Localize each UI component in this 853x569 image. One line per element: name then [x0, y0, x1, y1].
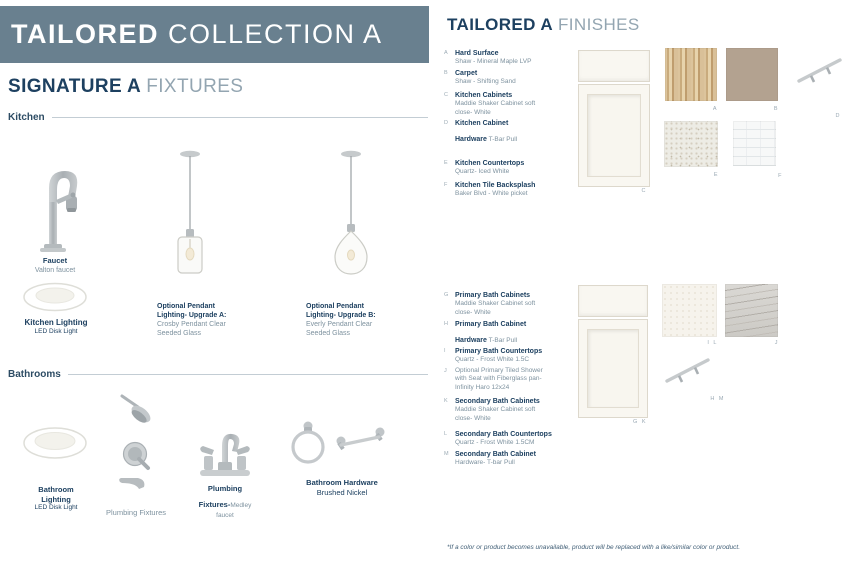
swatch-label-e: E: [713, 172, 718, 178]
faucet-sub: Valton faucet: [34, 266, 76, 274]
finishes-list-bath: [444, 291, 594, 467]
bathroom-disk-light-image: [22, 422, 88, 466]
bathroom-hardware-caption: [302, 478, 382, 497]
bathroom-lighting-sub: LED Disk Light: [34, 504, 78, 511]
pendant-a-caption: [157, 302, 249, 338]
kitchen-lighting-sub: LED Disk Light: [34, 327, 78, 335]
kitchen-cabinet-sample-image: [578, 50, 650, 187]
kitchen-disk-light-image: [22, 280, 88, 316]
tbar-pull-image: [794, 52, 846, 88]
swatch-hard-surface: [665, 48, 717, 101]
swatch-label-gk: G K: [632, 419, 646, 425]
finish-item-i: I Primary Bath Countertops Quartz - Frost White 1.5C: [444, 348, 543, 363]
kitchen-faucet-image: [20, 146, 90, 252]
kitchen-section-rule: [52, 117, 428, 118]
swatch-label-a: A: [712, 106, 717, 112]
bath-faucet-title-1: Plumbing: [207, 484, 243, 493]
swatch-carpet: [726, 48, 778, 101]
bathroom-hardware-sub: Brushed Nickel: [316, 487, 368, 497]
fixtures-heading: [8, 76, 243, 98]
faucet-title: Faucet: [42, 256, 68, 265]
bath-cabinet-sample-image: [578, 285, 648, 418]
banner-title-light: COLLECTION A: [168, 19, 383, 49]
finish-item-m: M Secondary Bath Cabinet Hardware- T-bar Pull: [444, 450, 536, 466]
pendant-b-sub-1: Everly Pendant Clear: [306, 321, 373, 328]
plumbing-fixtures-label: Plumbing Fixtures: [105, 508, 167, 517]
kitchen-section-label: Kitchen: [8, 112, 45, 123]
swatch-label-d: D: [835, 113, 840, 119]
kitchen-lighting-title: Kitchen Lighting: [24, 318, 88, 327]
bath-faucet-sub-2: faucet: [216, 511, 234, 519]
tbar-pull-bath-image: [662, 352, 714, 388]
pendant-b-sub-2: Seeded Glass: [306, 330, 350, 337]
pendant-a-title-2: Lighting- Upgrade A:: [157, 312, 227, 319]
pendant-b-image: [321, 147, 381, 275]
swatch-label-hm: H M: [710, 396, 724, 402]
collection-banner: [0, 6, 429, 63]
banner-title-bold: TAILORED: [11, 19, 159, 49]
bathroom-lighting-caption: [8, 485, 104, 512]
finish-item-e: E Kitchen Countertops Quartz- Iced White: [444, 160, 525, 175]
bathroom-lighting-title-1: Bathroom: [38, 485, 74, 494]
swatch-label-f: F: [778, 173, 782, 179]
bathrooms-section-rule: [68, 374, 428, 375]
finish-item-g: G Primary Bath Cabinets Maddie Shaker Cabinet soft close- White: [444, 292, 536, 316]
finish-item-d: D Kitchen Cabinet Hardware T-Bar Pull: [444, 120, 518, 143]
kitchen-section-divider: [8, 112, 428, 123]
disclaimer-text: *If a color or product becomes unavailable, product will be replaced with a like/similar color or product.: [447, 544, 741, 551]
finish-item-k: K Secondary Bath Cabinets Maddie Shaker Cabinet soft close- White: [444, 398, 540, 422]
pendant-a-sub-2: Seeded Glass: [157, 330, 201, 337]
bathroom-hardware-title: Bathroom Hardware: [306, 478, 378, 487]
paper-holder-image: [333, 424, 389, 458]
finish-item-c: C Kitchen Cabinets Maddie Shaker Cabinet soft close- White: [444, 92, 536, 116]
bathroom-lighting-title-2: Lighting: [41, 494, 71, 504]
swatch-kitchen-countertop: [664, 121, 718, 167]
finish-item-l: L Secondary Bath Countertops Quartz - Frost White 1.5CM: [444, 431, 552, 446]
finish-item-f: F Kitchen Tile Backsplash Baker Blvd - White picket: [444, 181, 536, 197]
swatch-label-il: I L: [707, 340, 717, 346]
kitchen-lighting-caption: [6, 318, 106, 336]
finishes-heading-bold: TAILORED A: [447, 15, 553, 34]
shower-trim-image: [112, 392, 160, 504]
pendant-b-title-1: Optional Pendant: [306, 303, 364, 310]
swatch-label-c: C: [641, 188, 646, 194]
swatch-label-b: B: [773, 106, 778, 112]
towel-ring-image: [286, 418, 330, 466]
finish-item-b: B Carpet Shaw - Shifting Sand: [444, 69, 516, 85]
finishes-list-kitchen: [444, 49, 594, 198]
pendant-a-image: [160, 147, 220, 275]
swatch-label-j: J: [774, 340, 778, 346]
swatch-backsplash: [733, 121, 776, 166]
bath-faucet-caption: [192, 484, 258, 520]
pendant-b-title-2: Lighting- Upgrade B:: [306, 312, 376, 319]
finish-item-h: H Primary Bath Cabinet Hardware T-Bar Pull: [444, 321, 527, 344]
finishes-heading-light: FINISHES: [558, 15, 640, 34]
finish-item-j: J Optional Primary Tiled Shower with Seat with Fiberglass pan- Infinity Haro 12x24: [444, 366, 543, 391]
pendant-a-title-1: Optional Pendant: [157, 303, 215, 310]
pendant-a-sub-1: Crosby Pendant Clear: [157, 321, 226, 328]
bath-faucet-sub-1: Medley: [230, 501, 252, 509]
bathrooms-section-label: Bathrooms: [8, 369, 61, 380]
finish-item-a: A Hard Surface Shaw - Mineral Maple LVP: [444, 50, 532, 65]
pendant-b-caption: [306, 302, 398, 338]
faucet-caption: [6, 256, 104, 275]
swatch-bath-countertop: [662, 284, 717, 337]
bathrooms-section-divider: [8, 369, 428, 380]
fixtures-heading-bold: SIGNATURE A: [8, 76, 142, 97]
fixtures-heading-light: FIXTURES: [146, 76, 244, 97]
swatch-shower-tile: [725, 284, 778, 337]
finishes-heading: [447, 15, 640, 35]
bath-faucet-image: [196, 420, 254, 482]
bath-faucet-title-2: Fixtures-: [198, 499, 231, 509]
